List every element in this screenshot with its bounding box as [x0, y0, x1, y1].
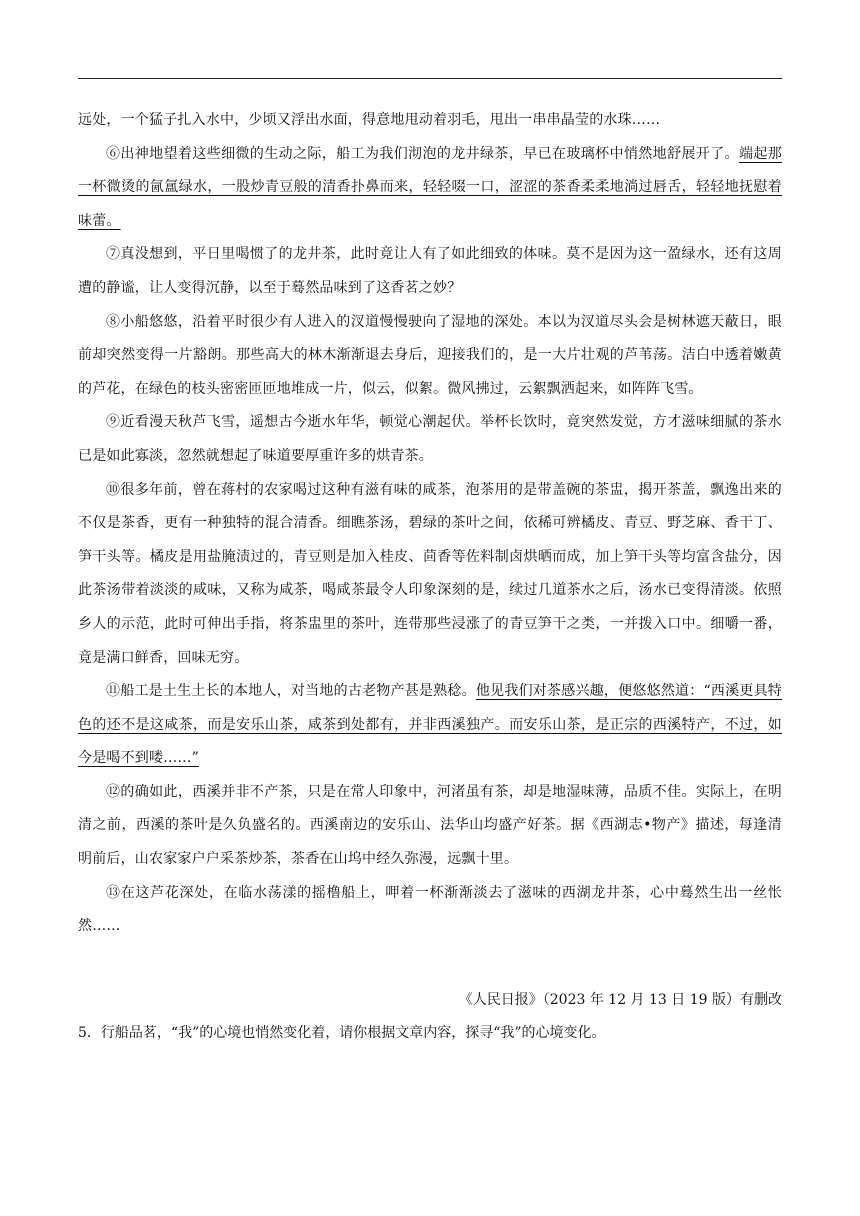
underlined-sentence: 他见我们对茶感兴趣，便悠悠然道：“西溪更具特色的还不是这咸茶，而是安乐山茶，咸茶到处都有，并非西溪独产。而安乐山茶，是正宗的西溪特产，不过，如今是喝不到喽……” — [78, 683, 782, 767]
paragraph-text: ⑬在这芦花深处，在临水荡漾的摇橹船上，呷着一杯渐渐淡去了滋味的西湖龙井茶，心中蓦然生出一丝怅然…… — [78, 884, 782, 935]
paragraph-p10 — [78, 474, 782, 676]
paragraph-p13 — [78, 877, 782, 944]
paragraph-text: ⑦真没想到，平日里喝惯了的龙井茶，此时竟让人有了如此细致的体味。莫不是因为这一盈绿水，还有这周遭的静谧，让人变得沉静，以至于蓦然品味到了这香茗之妙？ — [78, 246, 782, 296]
header-rule — [78, 78, 782, 79]
paragraph-p6 — [78, 138, 782, 239]
paragraph-text: ⑨近看漫天秋芦飞雪，遥想古今逝水年华，顿觉心潮起伏。举杯长饮时，竟突然发觉，方才滋味细腻的茶水已是如此寡淡，忽然就想起了味道要厚重许多的烘青茶。 — [78, 414, 782, 464]
paragraph-p11 — [78, 675, 782, 776]
question-5: 5．行船品茗，“我”的心境也悄然变化着，请你根据文章内容，探寻“我”的心境变化。 — [78, 1025, 606, 1041]
paragraph-text: ⑫的确如此，西溪并非不产茶，只是在常人印象中，河渚虽有茶，却是地湿味薄，品质不佳。实际上，在明清之前，西溪的茶叶是久负盛名的。西溪南边的安乐山、法华山均盛产好茶。据《西湖志•物产》描述，每逢清明前后，山农家家户户采茶炒茶，茶香在山坞中经久弥漫，远飘十里。 — [78, 783, 782, 868]
paragraph-text: ⑪船工是土生土长的本地人，对当地的古老物产甚是熟稔。 — [106, 683, 476, 700]
paragraph-p12 — [78, 776, 782, 877]
paragraph-text: ⑩很多年前，曾在蒋村的农家喝过这种有滋有味的咸茶，泡茶用的是带盖碗的茶盅，揭开茶盖，飘逸出来的不仅是茶香，更有一种独特的混合清香。细瞧茶汤，碧绿的茶叶之间，依稀可辨橘皮、青豆、野芝麻、香干丁、笋干头等。橘皮是用盐腌渍过的，青豆则是加入桂皮、茴香等佐料制卤烘晒而成，加上笋干头等均富含盐分，因此茶汤带着淡淡的咸味，又称为咸茶，喝咸茶最令人印象深刻的是，续过几道茶水之后，汤水已变得清淡。依照乡人的示范，此时可伸出手指，将茶盅里的茶叶，连带那些浸涨了的青豆笋干之类，一并拨入口中。细嚼一番，竟是满口鲜香，回味无穷。 — [78, 481, 782, 666]
paragraph-p8 — [78, 306, 782, 407]
paragraph-text: ⑥出神地望着这些细微的生动之际，船工为我们沏泡的龙井绿茶，早已在玻璃杯中悄然地舒展开了。 — [106, 145, 740, 162]
paragraph-p-cont — [78, 104, 782, 138]
underlined-sentence: 端起那一杯微烫的氤氲绿水，一股炒青豆般的清香扑鼻而来，轻轻啜一口，涩涩的茶香柔柔地淌过唇舌，轻轻地抚慰着味蕾。 — [78, 145, 782, 229]
article-source: 《人民日报》（2023 年 12 月 13 日 19 版）有删改 — [458, 992, 782, 1008]
paragraph-p7 — [78, 238, 782, 305]
paragraph-text: 远处，一个猛子扎入水中，少顷又浮出水面，得意地甩动着羽毛，甩出一串串晶莹的水珠…… — [78, 112, 661, 128]
paragraph-text: ⑧小船悠悠，沿着平时很少有人进入的汊道慢慢驶向了湿地的深处。本以为汊道尽头会是树林遮天蔽日，眼前却突然变得一片豁朗。那些高大的林木渐渐退去身后，迎接我们的，是一大片壮观的芦苇荡。洁白中透着嫩黄的芦花，在绿色的枝头密密匝匝地堆成一片，似云，似絮。微风拂过，云絮飘洒起来，如阵阵飞雪。 — [78, 313, 782, 397]
article-body — [78, 104, 782, 944]
paragraph-p9 — [78, 406, 782, 473]
